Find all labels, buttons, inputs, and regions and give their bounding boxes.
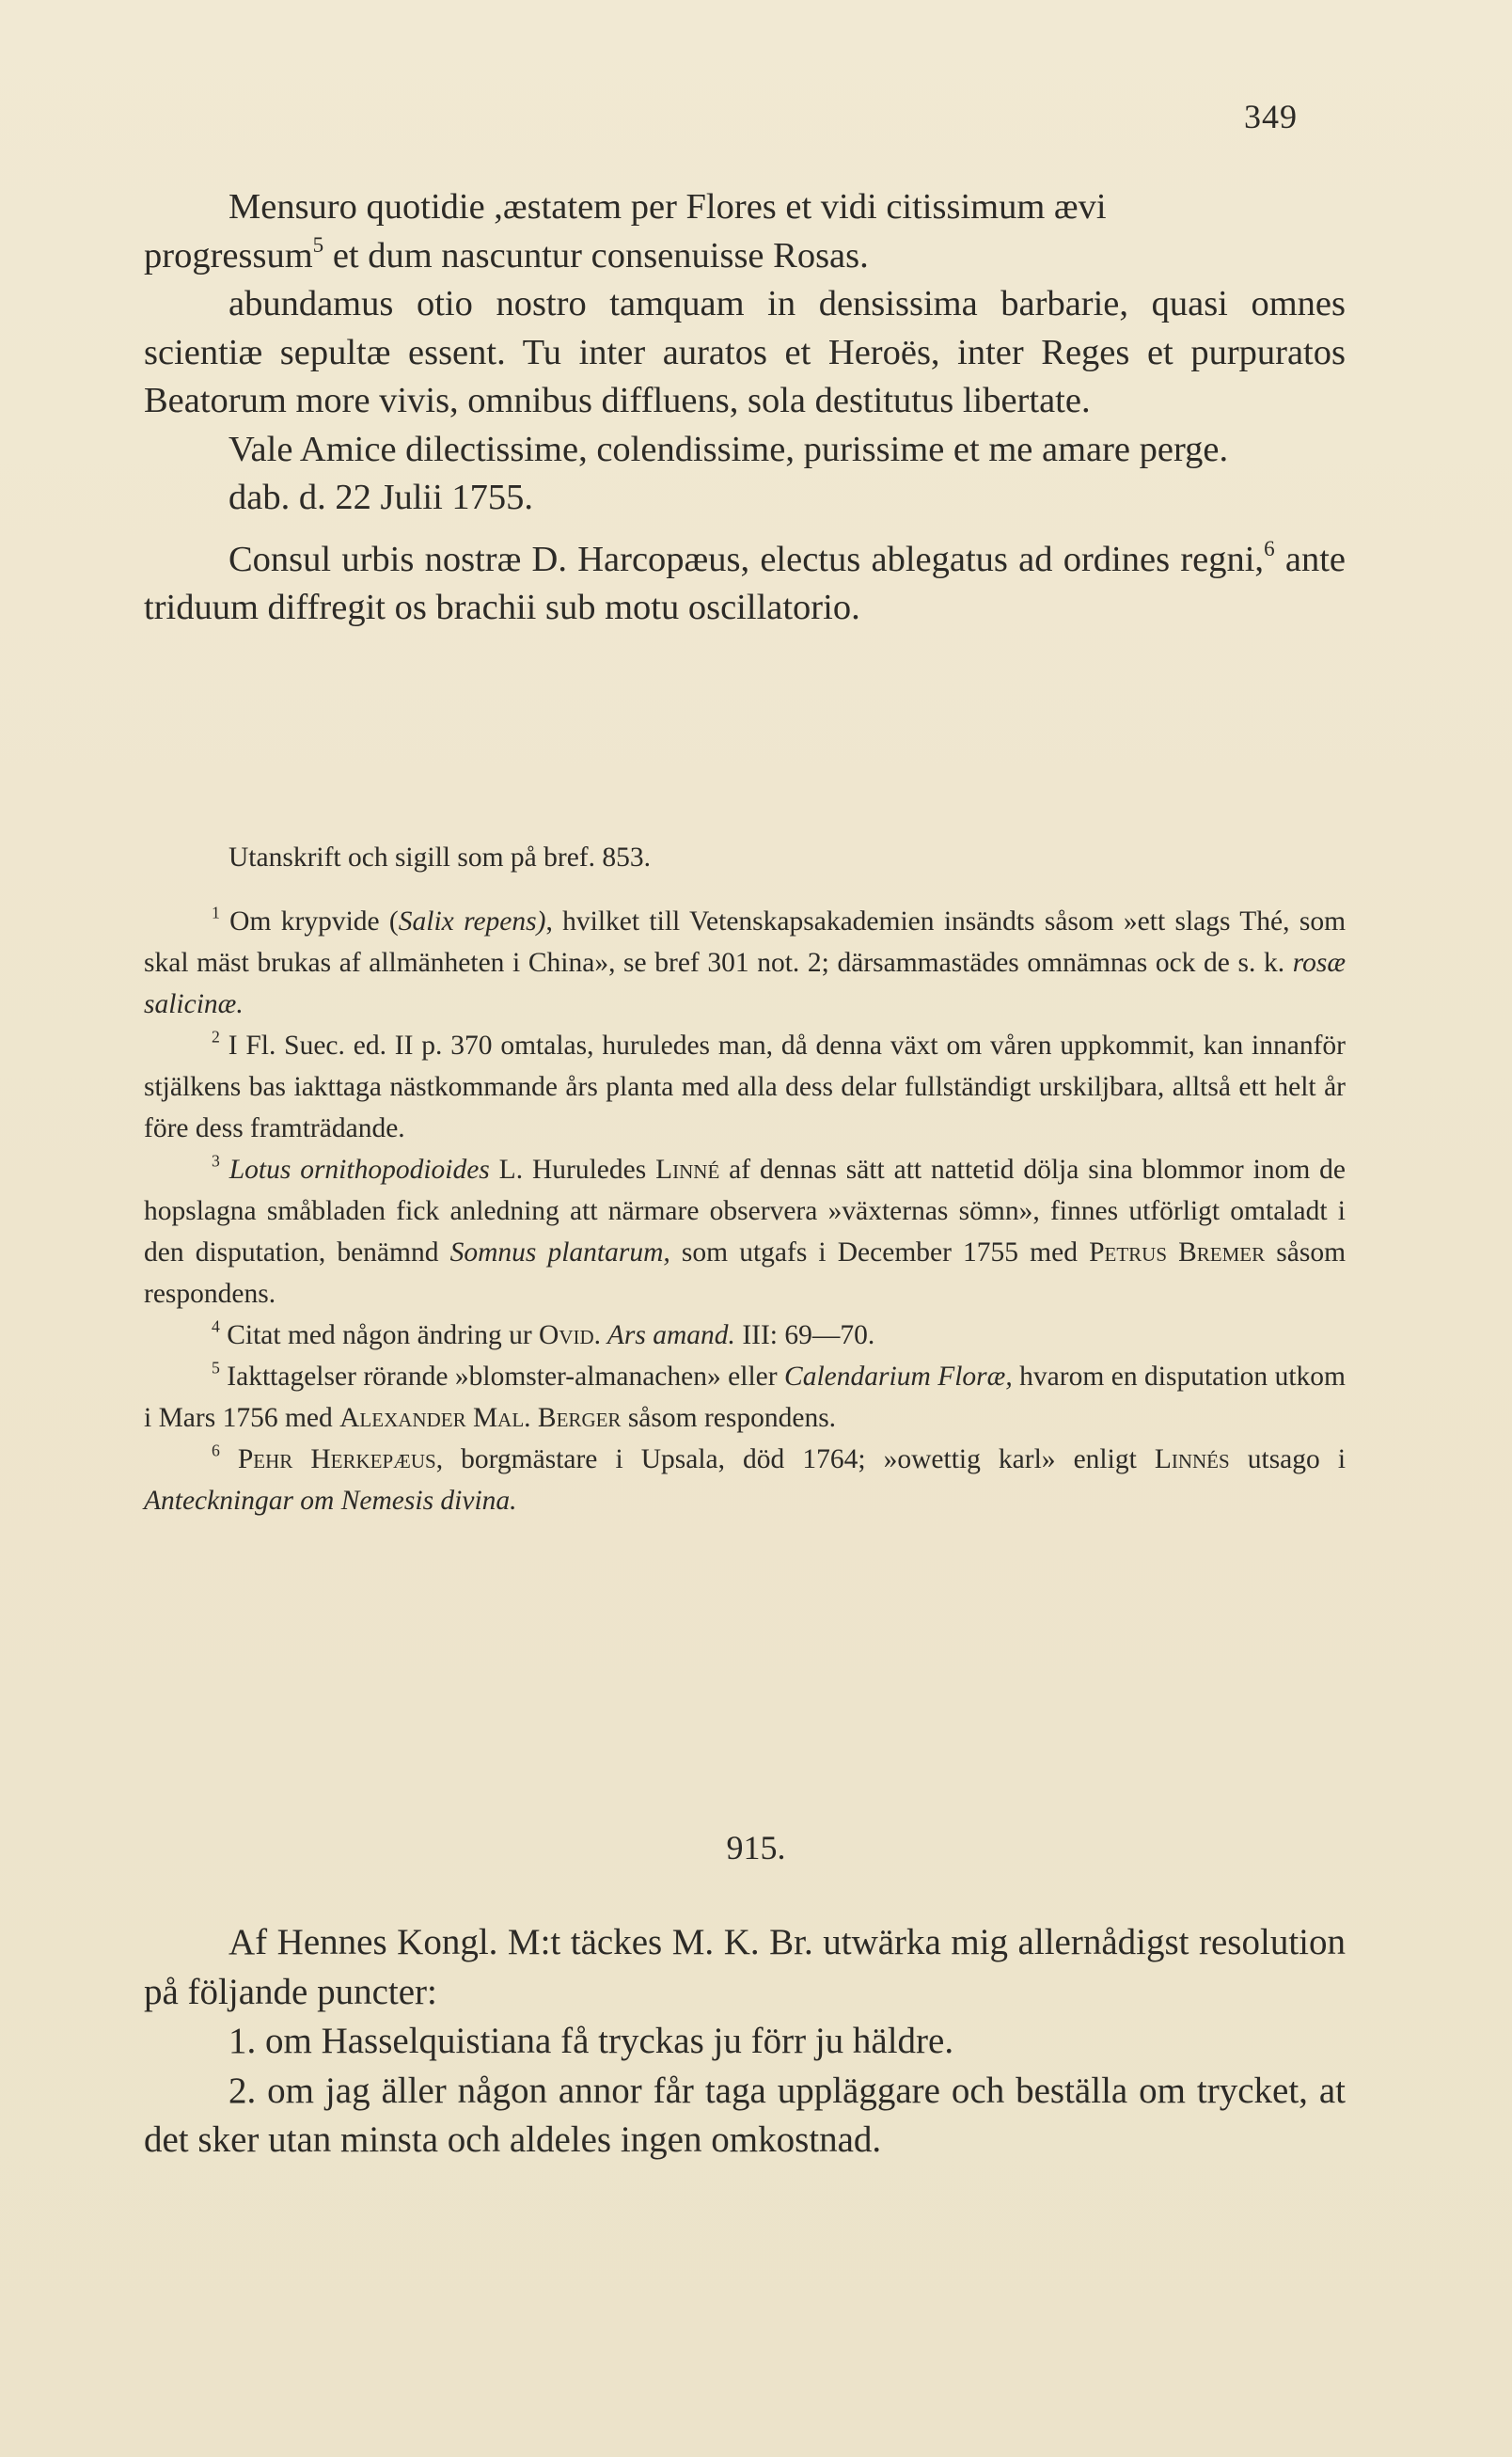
letter-paragraph	[144, 183, 1346, 280]
postscript-text: ante triduum diffregit os brachii sub motu oscillatorio.	[144, 539, 1346, 627]
letter-line: progressum	[144, 235, 313, 276]
letter-date: dab. d. 22 Julii 1755.	[228, 478, 534, 517]
footnote-italic: Anteckningar om Nemesis divina.	[144, 1486, 517, 1516]
letter-postscript	[144, 536, 1346, 633]
footnote	[144, 1315, 1346, 1356]
footnote-italic: Lotus ornithopodioides	[219, 1155, 490, 1185]
footnote-text: utsago i	[1229, 1444, 1347, 1474]
footnote-text: såsom respondens.	[621, 1403, 837, 1433]
letter-paragraph: Vale Amice dilectissime, colendissime, purissime et me amare perge.	[228, 429, 1229, 469]
footnotes	[144, 837, 1346, 1521]
footnote-text: som utgafs i December 1755 med	[669, 1237, 1090, 1268]
footnote-text: Citat med någon ändring ur	[219, 1320, 540, 1350]
list-item: 1. om Hasselquistiana få tryckas ju förr ju häldre.	[228, 2021, 954, 2061]
footnote-text: Om krypvide (	[219, 906, 399, 937]
footnote-number: 6	[212, 1441, 220, 1460]
footnote	[144, 901, 1346, 1025]
footnote-text: , borgmästare i Upsala, död 1764; »owettig karl» enligt	[435, 1444, 1155, 1474]
page-number: 349	[1244, 98, 1298, 135]
letter-line: Mensuro quotidie ,æstatem per Flores et vidi citissimum ævi	[228, 187, 1107, 227]
letter-number: 915.	[726, 1829, 786, 1866]
footnote-italic: Salix repens)	[398, 906, 546, 937]
footnote-smallcaps: Pehr Herkepæus	[219, 1444, 436, 1474]
footnote-text: I Fl. Suec. ed. II p. 370 omtalas, huruledes man, då denna växt om våren uppkommit, kan innanför stjälkens bas iakttaga nästkommande års planta med alla dess delar fullständigt urskiljbara, alltså ett helt år före dess framträdande.	[144, 1031, 1346, 1143]
letter-915-body	[144, 1918, 1346, 2166]
footnote-number: 5	[212, 1358, 220, 1378]
footnote-smallcaps: Linnés	[1154, 1444, 1230, 1474]
footnote-number: 2	[212, 1027, 220, 1047]
postscript-text: Consul urbis nostræ D. Harcopæus, electus ablegatus ad ordines regni,	[228, 539, 1265, 579]
footnote-italic: Ars amand.	[601, 1320, 735, 1350]
source-note: Utanskrift och sigill som på bref. 853.	[228, 843, 651, 873]
footnote-text: L. Huruledes	[489, 1155, 656, 1185]
footnote-number: 4	[212, 1316, 220, 1336]
footnote-text: Iakttagelser rörande »blomster-almanachen» eller	[219, 1362, 785, 1392]
footnote-ref: 5	[312, 231, 324, 257]
footnote-text: af dennas sätt att nattetid dölja sina blommor inom de hopslagna småbladen fick anledning att närmare observera »växternas sömn», finnes utförligt omtaladt i den disputation, benämnd	[144, 1155, 1347, 1268]
footnote-text: , hvilket till Vetenskapsakademien insändts såsom »ett slags Thé, som skal mäst brukas af allmänheten i China», se bref 301 not. 2; därsammastädes omnämnas ock de s. k.	[144, 906, 1347, 978]
list-item: 2. om jag äller någon annor får taga uppläggare och beställa om trycket, at det sker utan minsta och aldeles ingen omkostnad.	[144, 2070, 1346, 2160]
footnote-text: hvarom en disputation utkom i Mars 1756 med	[144, 1362, 1346, 1433]
footnote-italic: rosæ salicinæ.	[144, 948, 1346, 1019]
footnote-ref: 6	[1264, 535, 1275, 560]
letter-body	[144, 183, 1346, 633]
letter-paragraph: Af Hennes Kongl. M:t täckes M. K. Br. utwärka mig allernådigst resolution på följande puncter:	[144, 1922, 1346, 2012]
letter-paragraph: abundamus otio nostro tamquam in densissima barbarie, quasi omnes scientiæ sepultæ essent. Tu inter auratos et Heroës, inter Reges et purpuratos Beatorum more vivis, omnibus diffluens, sola destitutus libertate.	[144, 284, 1346, 420]
footnote	[144, 1439, 1346, 1521]
footnote-smallcaps: Ovid.	[539, 1320, 602, 1350]
footnote-text: såsom respondens.	[144, 1237, 1347, 1309]
footnote-italic: Calendarium Floræ,	[784, 1362, 1013, 1392]
footnote	[144, 1149, 1346, 1315]
footnote-smallcaps: Linné	[655, 1155, 720, 1185]
footnote-number: 1	[212, 903, 220, 922]
footnote	[144, 1025, 1346, 1149]
footnote-italic: Somnus plantarum,	[449, 1237, 670, 1268]
footnote-text: III: 69—70.	[734, 1320, 875, 1350]
footnote	[144, 1356, 1346, 1439]
footnote-number: 3	[212, 1151, 220, 1171]
footnote-smallcaps: Alexander Mal. Berger	[339, 1403, 622, 1433]
letter-line: et dum nascuntur consenuisse Rosas.	[323, 235, 869, 276]
footnote-smallcaps: Petrus Bremer	[1089, 1237, 1266, 1268]
